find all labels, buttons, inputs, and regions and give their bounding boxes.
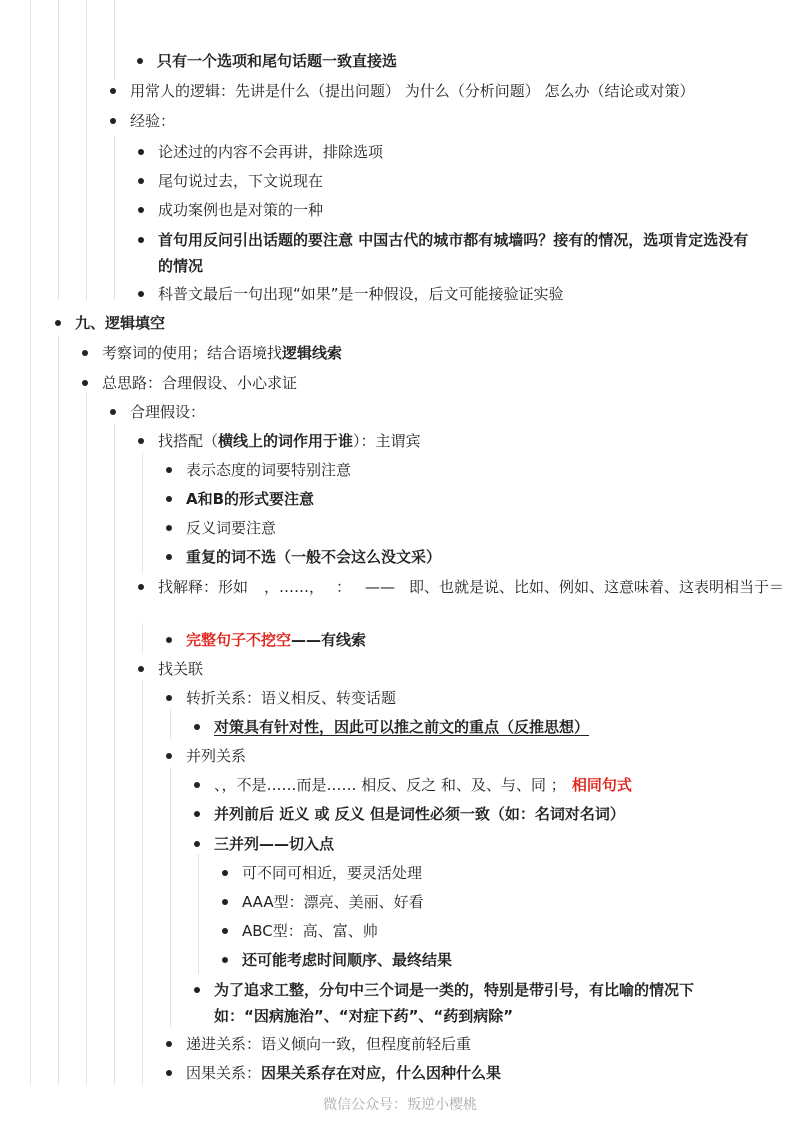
- item-text: 因果关系：: [186, 1064, 262, 1082]
- item-text: ）：主谓宾: [353, 432, 421, 450]
- bullet: [138, 237, 144, 243]
- bullet: [194, 811, 200, 817]
- item-text: 找搭配（: [158, 432, 219, 450]
- list-item: 找关联: [158, 660, 204, 678]
- list-item: 还可能考虑时间顺序、最终结果: [242, 951, 453, 969]
- list-item: 经验：: [130, 112, 176, 130]
- list-item: 用常人的逻辑：先讲是什么（提出问题） 为什么（分析问题） 怎么办（结论或对策）: [130, 82, 695, 100]
- list-item: 首句用反问引出话题的要注意 中国古代的城市都有城墙吗？接有的情况，选项肯定选没有的情况: [158, 231, 749, 275]
- indent-guide: [198, 854, 199, 974]
- list-item: [102, 343, 342, 363]
- bullet: [166, 1041, 172, 1047]
- bold-text: 逻辑线索: [282, 344, 343, 362]
- bullet: [138, 178, 144, 184]
- section-heading: 九、逻辑填空: [75, 314, 166, 332]
- list-item: 并列关系: [186, 747, 247, 765]
- bold-text: 横线上的词作用于谁: [218, 432, 354, 450]
- bullet: [166, 496, 172, 502]
- list-item: 总思路：合理假设、小心求证: [102, 374, 298, 392]
- bullet: [137, 58, 143, 64]
- bullet: [166, 525, 172, 531]
- bullet: [222, 928, 228, 934]
- bullet: [82, 380, 88, 386]
- list-item: 转折关系：语义相反、转变话题: [186, 689, 397, 707]
- list-item: [158, 431, 421, 451]
- list-item: 只有一个选项和尾句话题一致直接选: [157, 52, 398, 70]
- list-item: [214, 775, 632, 795]
- bullet: [194, 987, 200, 993]
- bullet: [166, 554, 172, 560]
- indent-guide: [142, 623, 143, 653]
- list-item: 反义词要注意: [186, 519, 277, 537]
- item-text: 找解释：形如: [158, 578, 249, 596]
- indent-guide: [58, 0, 59, 300]
- indent-guide: [142, 680, 143, 1085]
- bullet: [222, 899, 228, 905]
- indent-guide: [170, 767, 171, 1027]
- list-item: 对策具有针对性，因此可以推之前文的重点（反推思想）: [214, 718, 590, 736]
- item-text: 即、也就是说、比如、例如、这意味着、这表明相当于＝: [409, 578, 785, 596]
- bullet: [138, 584, 144, 590]
- bullet: [55, 320, 61, 326]
- bullet: [82, 350, 88, 356]
- indent-guide: [114, 423, 115, 1085]
- list-item: AAA型：漂亮、美丽、好看: [242, 893, 424, 911]
- red-highlight-text: 完整句子不挖空: [186, 631, 292, 649]
- bullet: [166, 1070, 172, 1076]
- bullet: [138, 291, 144, 297]
- bullet: [222, 870, 228, 876]
- indent-guide: [142, 453, 143, 573]
- wechat-footer: 微信公众号：叛逆小樱桃: [323, 1097, 477, 1113]
- indent-guide: [58, 335, 59, 1085]
- list-item: 表示态度的词要特别注意: [186, 461, 352, 479]
- bullet: [194, 724, 200, 730]
- item-text: ，……，: [264, 578, 325, 596]
- bold-text: ——有线索: [291, 631, 367, 649]
- bullet: [138, 207, 144, 213]
- item-text: ：: [336, 578, 352, 596]
- bullet: [194, 782, 200, 788]
- indent-guide: [86, 392, 87, 1085]
- bullet: [166, 637, 172, 643]
- list-item: 为了追求工整，分句中三个词是一类的，特别是带引号，有比喻的情况下如：“因病施治”、“对症下药”、“药到病除”: [214, 981, 695, 1025]
- list-item: 可不同可相近，要灵活处理: [242, 864, 423, 882]
- list-item: ABC型：高、富、帅: [242, 922, 378, 940]
- bullet: [110, 409, 116, 415]
- bullet: [222, 957, 228, 963]
- bullet: [110, 88, 116, 94]
- list-item: 三并列——切入点: [214, 835, 335, 853]
- item-text: 考察词的使用；结合语境找: [102, 344, 283, 362]
- indent-guide: [30, 0, 31, 1085]
- bullet: [166, 753, 172, 759]
- bullet: [194, 841, 200, 847]
- list-item: 递进关系：语义倾向一致，但程度前轻后重: [186, 1035, 472, 1053]
- indent-guide: [170, 709, 171, 739]
- list-item: 成功案例也是对策的一种: [158, 201, 324, 219]
- list-item: [186, 630, 366, 650]
- list-item: 科普文最后一句出现“如果”是一种假设，后文可能接验证实验: [158, 285, 564, 303]
- indent-guide: [114, 136, 115, 300]
- list-item: [186, 1063, 501, 1083]
- list-item: 合理假设：: [130, 403, 206, 421]
- list-item: 重复的词不选（一般不会这么没文采）: [186, 548, 442, 566]
- bullet: [166, 695, 172, 701]
- indent-guide: [114, 0, 115, 80]
- list-item: 尾句说过去，下文说现在: [158, 172, 324, 190]
- red-highlight-text: 相同句式: [571, 776, 632, 794]
- item-text: 、，不是……而是…… 相反、反之 和、及、与、同 ；: [214, 776, 566, 794]
- bullet: [138, 666, 144, 672]
- list-item: [158, 577, 784, 597]
- bullet: [110, 118, 116, 124]
- bold-text: 因果关系存在对应，什么因种什么果: [261, 1064, 502, 1082]
- bullet: [166, 467, 172, 473]
- list-item: 并列前后 近义 或 反义 但是词性必须一致（如：名词对名词）: [214, 805, 625, 823]
- bullet: [138, 438, 144, 444]
- indent-guide: [86, 0, 87, 300]
- list-item: 论述过的内容不会再讲，排除选项: [158, 143, 384, 161]
- list-item: A和B的形式要注意: [186, 490, 315, 508]
- item-text: ——: [365, 578, 396, 596]
- bullet: [138, 149, 144, 155]
